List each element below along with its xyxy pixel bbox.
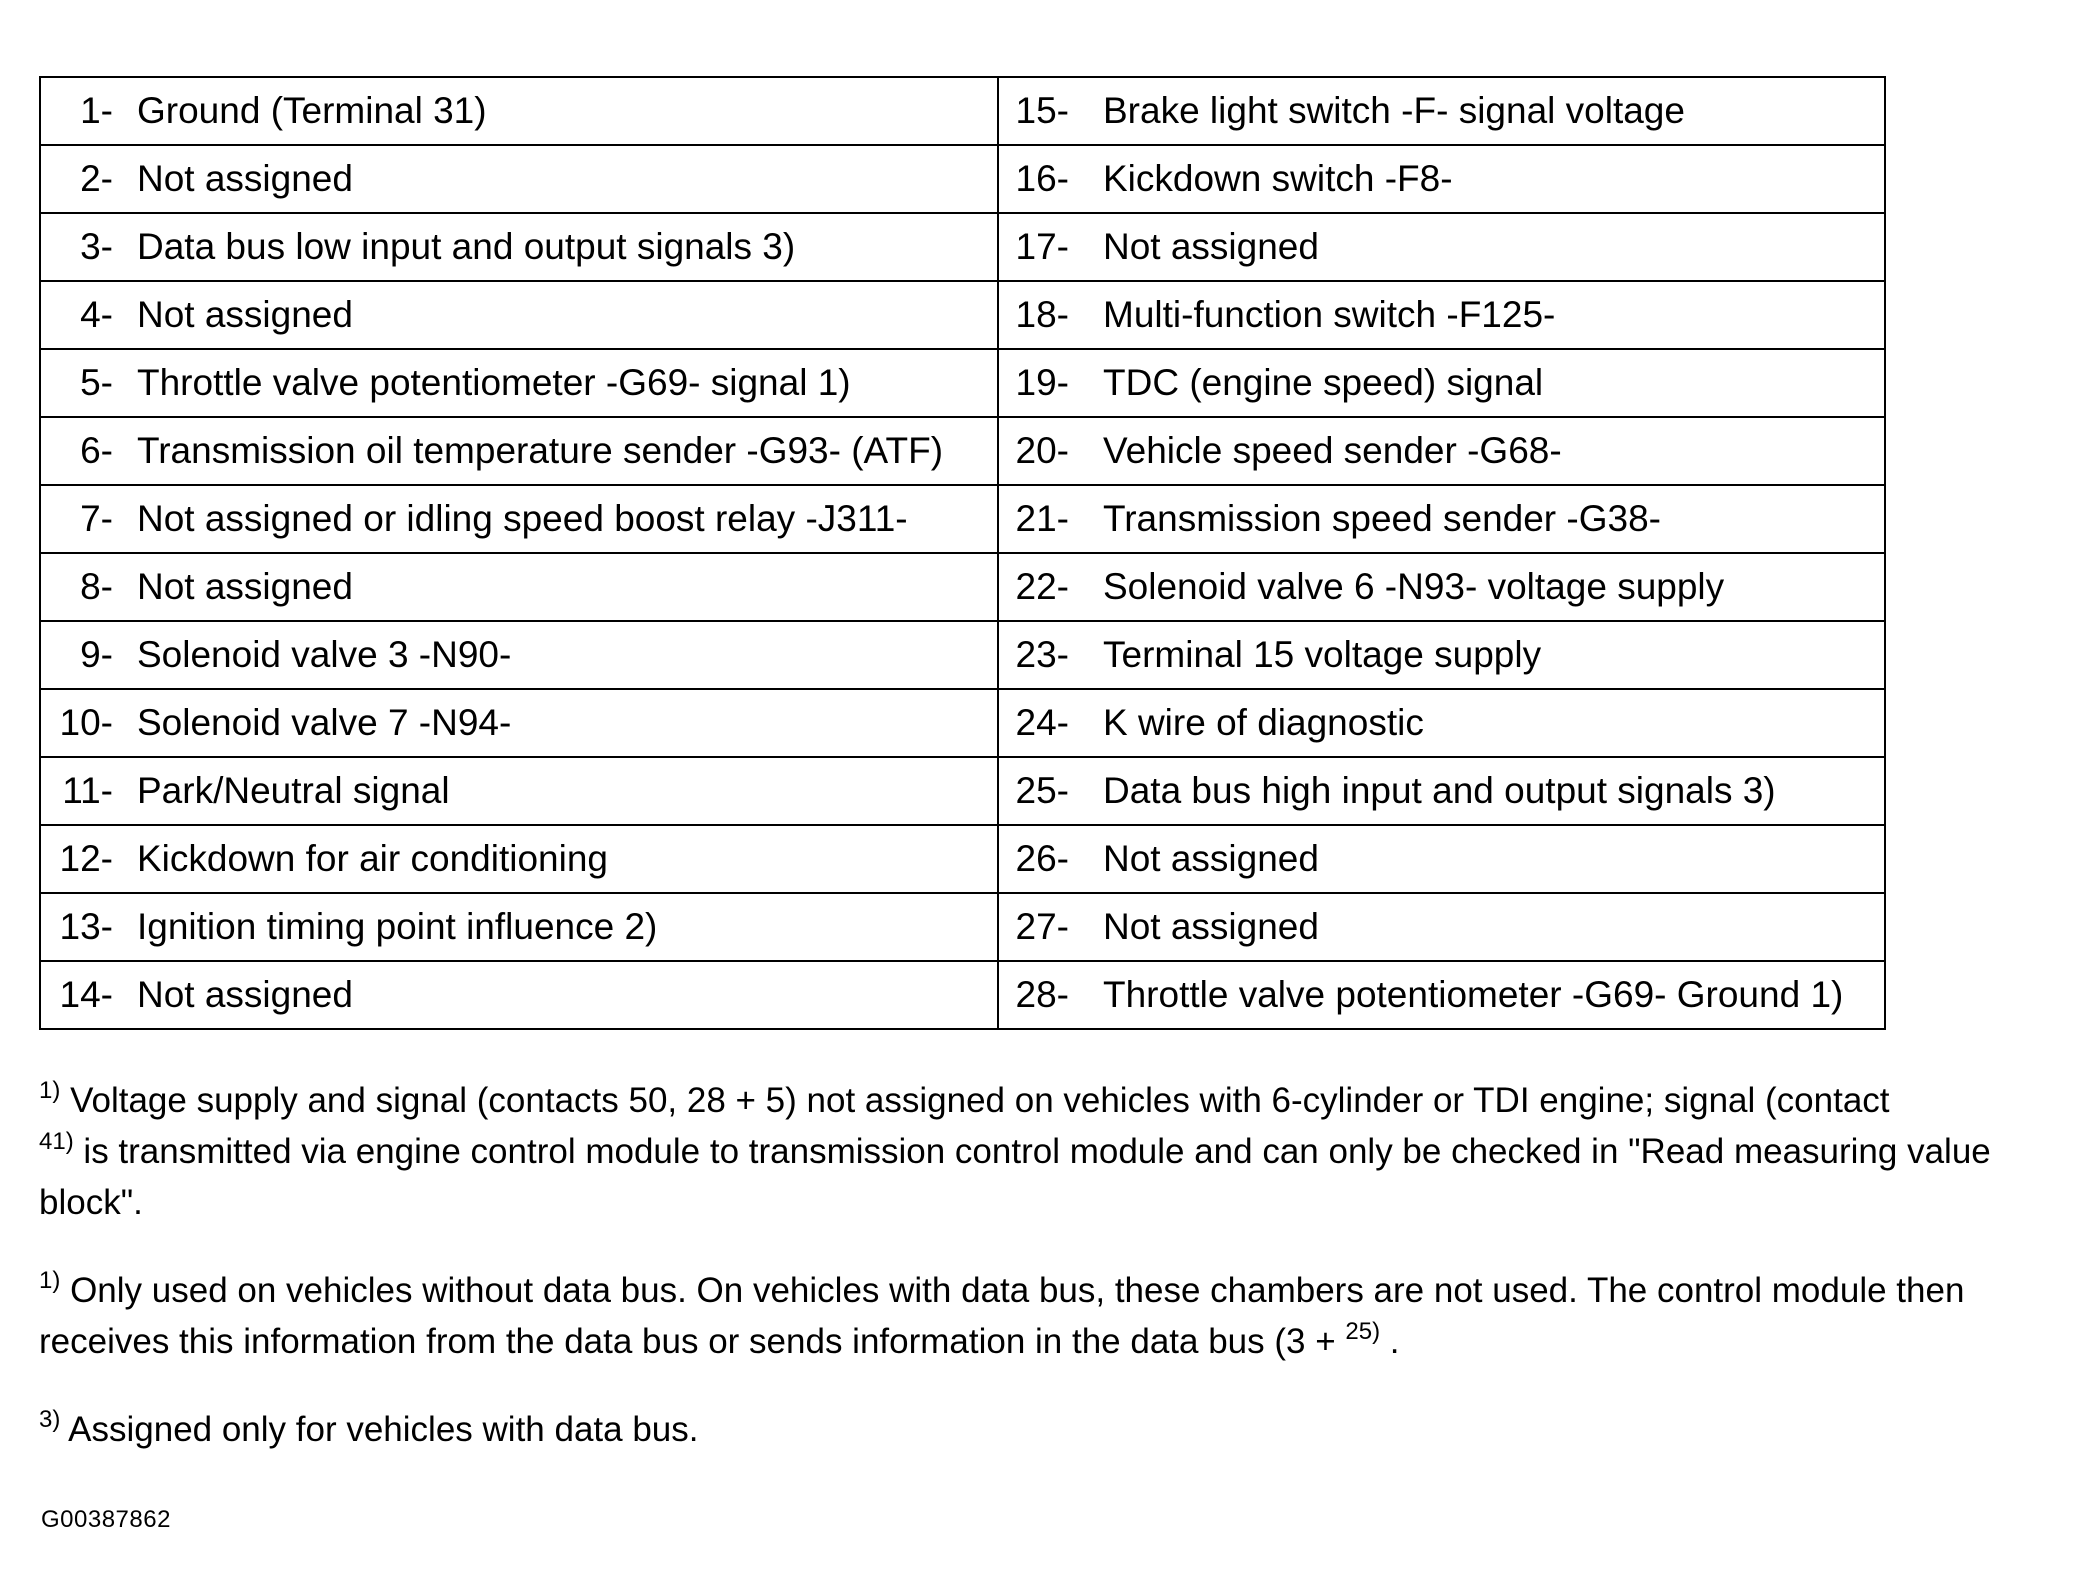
- pin-cell-left: [40, 145, 998, 213]
- pin-description: Not assigned: [137, 158, 353, 199]
- pin-description: Throttle valve potentiometer -G69- Ground 1): [1103, 974, 1844, 1015]
- pin-number: 25-: [1015, 770, 1069, 811]
- pin-cell-right: [998, 281, 1885, 349]
- table-row: [40, 349, 1885, 417]
- pin-description: Kickdown for air conditioning: [137, 838, 608, 879]
- pin-description: Solenoid valve 3 -N90-: [137, 634, 512, 675]
- pin-number: 14-: [59, 974, 113, 1015]
- table-row: [40, 757, 1885, 825]
- pin-number: 12-: [59, 838, 113, 879]
- pin-description: Data bus low input and output signals 3): [137, 226, 796, 267]
- pin-number: 18-: [1015, 294, 1069, 335]
- pin-cell-right: [998, 553, 1885, 621]
- table-row: [40, 77, 1885, 145]
- pin-number: 11-: [62, 770, 113, 811]
- pin-number: 22-: [1015, 566, 1069, 607]
- footnote-1-marker: 1): [39, 1077, 61, 1104]
- pin-description: Not assigned: [137, 294, 353, 335]
- table-row: [40, 961, 1885, 1029]
- footnote-1-text-b: is transmitted via engine control module to transmission control module and can only be checked in "Read measuring value block".: [39, 1132, 1991, 1222]
- pin-cell-right: [998, 621, 1885, 689]
- pin-cell-right: [998, 349, 1885, 417]
- pin-description: Not assigned or idling speed boost relay -J311-: [137, 498, 908, 539]
- pin-number: 2-: [80, 158, 113, 199]
- footnote-2-marker-b: 25): [1345, 1318, 1381, 1345]
- pin-number: 27-: [1015, 906, 1069, 947]
- pin-description: Not assigned: [137, 566, 353, 607]
- pin-number: 5-: [80, 362, 113, 403]
- pin-cell-left: [40, 893, 998, 961]
- pin-description: Not assigned: [137, 974, 353, 1015]
- footnote-1-marker-b: 41): [39, 1128, 74, 1155]
- table-row: [40, 553, 1885, 621]
- connector-pin-table: [39, 76, 1886, 1030]
- table-row: [40, 213, 1885, 281]
- table-row: [40, 893, 1885, 961]
- pin-number: 16-: [1015, 158, 1069, 199]
- pin-number: 15-: [1015, 90, 1069, 131]
- pin-number: 10-: [59, 702, 113, 743]
- pin-cell-left: [40, 349, 998, 417]
- pin-cell-left: [40, 281, 998, 349]
- pin-cell-left: [40, 77, 998, 145]
- pin-description: Transmission speed sender -G38-: [1103, 498, 1661, 539]
- pin-number: 13-: [59, 906, 113, 947]
- footnote-2-text-a: Only used on vehicles without data bus. On vehicles with data bus, these chambers are not used. The control module then receives this information from the data bus or sends information in the data bus (3 +: [39, 1271, 1965, 1361]
- table-row: [40, 621, 1885, 689]
- pin-cell-right: [998, 77, 1885, 145]
- pin-number: 24-: [1015, 702, 1069, 743]
- footnote-3: [39, 1404, 2079, 1455]
- pin-number: 26-: [1015, 838, 1069, 879]
- pin-number: 1-: [80, 90, 113, 131]
- pin-cell-right: [998, 417, 1885, 485]
- pin-cell-left: [40, 961, 998, 1029]
- table-row: [40, 281, 1885, 349]
- pin-number: 9-: [80, 634, 113, 675]
- pin-number: 6-: [80, 430, 113, 471]
- pin-number: 8-: [80, 566, 113, 607]
- pin-cell-right: [998, 213, 1885, 281]
- pin-cell-right: [998, 825, 1885, 893]
- pin-description: Brake light switch -F- signal voltage: [1103, 90, 1685, 131]
- pin-number: 19-: [1015, 362, 1069, 403]
- table-row: [40, 485, 1885, 553]
- pin-number: 23-: [1015, 634, 1069, 675]
- pin-cell-right: [998, 961, 1885, 1029]
- pin-description: Not assigned: [1103, 906, 1319, 947]
- table-row: [40, 825, 1885, 893]
- footnote-1-text-a: Voltage supply and signal (contacts 50, 28 + 5) not assigned on vehicles with 6-cylinder or TDI engine; signal (contact: [60, 1081, 1890, 1120]
- pin-table-body: [40, 77, 1885, 1029]
- pin-description: TDC (engine speed) signal: [1103, 362, 1544, 403]
- pin-description: Data bus high input and output signals 3): [1103, 770, 1776, 811]
- pin-cell-left: [40, 825, 998, 893]
- pin-description: Solenoid valve 6 -N93- voltage supply: [1103, 566, 1725, 607]
- pin-cell-left: [40, 213, 998, 281]
- pin-description: Park/Neutral signal: [137, 770, 450, 811]
- pin-description: Transmission oil temperature sender -G93- (ATF): [137, 430, 944, 471]
- pin-cell-right: [998, 485, 1885, 553]
- pin-description: Ignition timing point influence 2): [137, 906, 658, 947]
- pin-number: 21-: [1015, 498, 1069, 539]
- footnotes: [39, 1075, 2079, 1492]
- footnote-2-text-b: .: [1380, 1322, 1400, 1361]
- pin-description: Vehicle speed sender -G68-: [1103, 430, 1562, 471]
- table-row: [40, 417, 1885, 485]
- figure-id: G00387862: [41, 1506, 171, 1533]
- pin-cell-left: [40, 485, 998, 553]
- pin-description: Kickdown switch -F8-: [1103, 158, 1453, 199]
- pin-description: Ground (Terminal 31): [137, 90, 487, 131]
- pin-number: 28-: [1015, 974, 1069, 1015]
- pin-number: 3-: [80, 226, 113, 267]
- footnote-1: [39, 1075, 2079, 1228]
- pin-cell-left: [40, 757, 998, 825]
- table-row: [40, 145, 1885, 213]
- pin-cell-left: [40, 621, 998, 689]
- footnote-2: [39, 1265, 2079, 1367]
- pin-description: Throttle valve potentiometer -G69- signal 1): [137, 362, 851, 403]
- pin-description: K wire of diagnostic: [1103, 702, 1424, 743]
- pin-cell-left: [40, 689, 998, 757]
- pin-cell-right: [998, 757, 1885, 825]
- pin-description: Multi-function switch -F125-: [1103, 294, 1556, 335]
- footnote-3-marker: 3): [39, 1406, 61, 1433]
- pin-number: 17-: [1015, 226, 1069, 267]
- pin-number: 7-: [80, 498, 113, 539]
- pin-description: Not assigned: [1103, 838, 1319, 879]
- pin-cell-left: [40, 553, 998, 621]
- table-row: [40, 689, 1885, 757]
- pin-cell-right: [998, 893, 1885, 961]
- footnote-2-marker: 1): [39, 1267, 61, 1294]
- pin-cell-left: [40, 417, 998, 485]
- pin-description: Solenoid valve 7 -N94-: [137, 702, 512, 743]
- pin-description: Not assigned: [1103, 226, 1319, 267]
- pin-description: Terminal 15 voltage supply: [1103, 634, 1542, 675]
- footnote-3-text: Assigned only for vehicles with data bus.: [60, 1410, 699, 1449]
- pin-number: 4-: [80, 294, 113, 335]
- pin-cell-right: [998, 145, 1885, 213]
- pin-cell-right: [998, 689, 1885, 757]
- pin-number: 20-: [1015, 430, 1069, 471]
